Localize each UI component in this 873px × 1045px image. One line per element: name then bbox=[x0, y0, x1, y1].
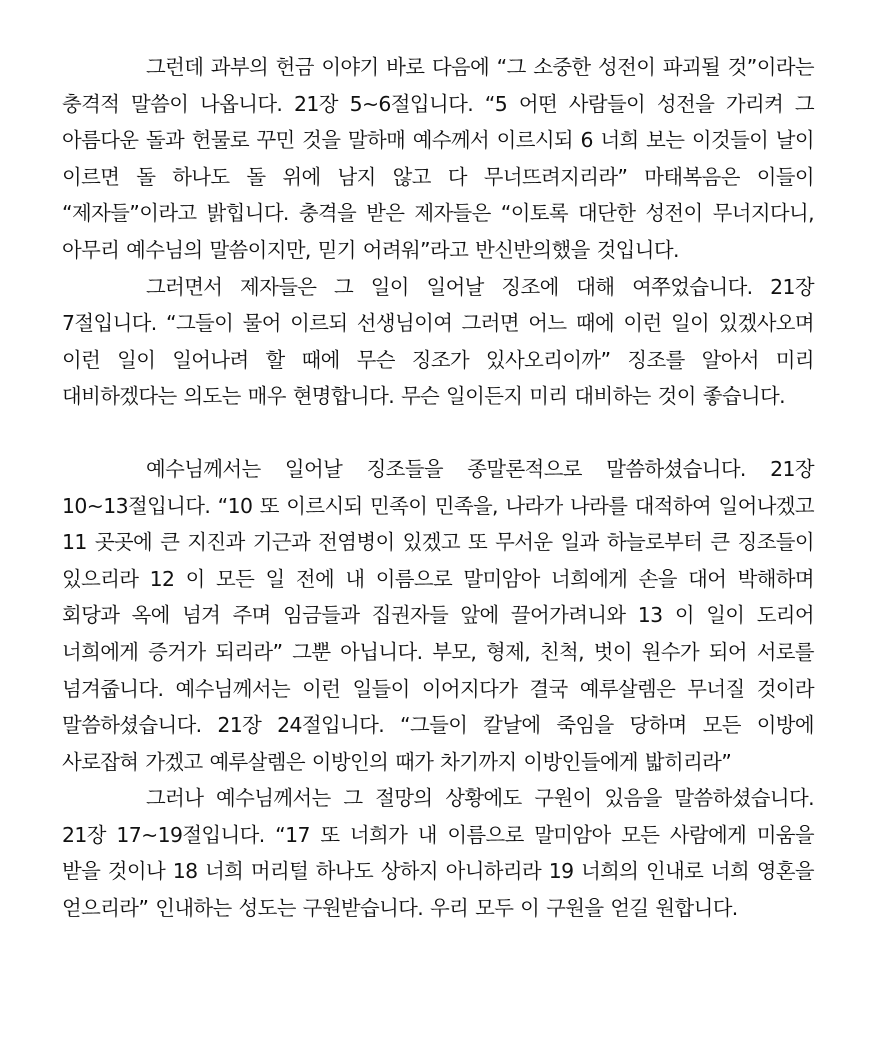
paragraph-end-times-signs: 예수님께서는 일어날 징조들을 종말론적으로 말씀하셨습니다. 21장 10~13절입니다. “10 또 이르시되 민족이 민족을, 나라가 나라를 대적하여 일어나겠고 11 곳곳에 큰 지진과 기근과 전염병이 있겠고 또 무서운 일과 하늘로부터 큰 징조들이 있으리라 12 이 모든 일 전에 내 이름으로 말미암아 너희에게 손을 대어 박해하며 회당과 옥에 넘겨 주며 임금들과 집권자들 앞에 끌어가려니와 13 이 일이 도리어 너희에게 증거가 되리라” 그뿐 아닙니다. 부모, 형제, 친척, 벗이 원수가 되어 서로를 넘겨줍니다. 예수님께서는 이런 일들이 이어지다가 결국 예루살렘은 무너질 것이라 말씀하셨습니다. 21장 24절입니다. “그들이 칼날에 죽임을 당하며 모든 이방에 사로잡혀 가겠고 예루살렘은 이방인의 때가 차기까지 이방인들에게 밟히리라” bbox=[62, 456, 814, 774]
paragraph-signs-question: 그러면서 제자들은 그 일이 일어날 징조에 대해 여쭈었습니다. 21장 7절입니다. “그들이 물어 이르되 선생님이여 그러면 어느 때에 이런 일이 있겠사오며 이런 일이 일어나려 할 때에 무슨 징조가 있사오리이까” 징조를 알아서 미리 대비하겠다는 의도는 매우 현명합니다. 무슨 일이든지 미리 대비하는 것이 좋습니다. bbox=[62, 274, 814, 409]
paragraph-temple-destruction: 그런데 과부의 헌금 이야기 바로 다음에 “그 소중한 성전이 파괴될 것”이라는 충격적 말씀이 나옵니다. 21장 5~6절입니다. “5 어떤 사람들이 성전을 가리켜 그 아름다운 돌과 헌물로 꾸민 것을 말하매 예수께서 이르시되 6 너희 보는 이것들이 날이 이르면 돌 하나도 돌 위에 남지 않고 다 무너뜨려지리라” 마태복음은 이들이 “제자들”이라고 밝힙니다. 충격을 받은 제자들은 “이토록 대단한 성전이 무너지다니, 아무리 예수님의 말씀이지만, 믿기 어려워”라고 반신반의했을 것입니다. bbox=[62, 55, 814, 262]
document-body bbox=[62, 49, 814, 927]
paragraph-salvation: 그러나 예수님께서는 그 절망의 상황에도 구원이 있음을 말씀하셨습니다. 21장 17~19절입니다. “17 또 너희가 내 이름으로 말미암아 모든 사람에게 미움을 받을 것이나 18 너희 머리털 하나도 상하지 아니하리라 19 너희의 인내로 너희 영혼을 얻으리라” 인내하는 성도는 구원받습니다. 우리 모두 이 구원을 얻길 원합니다. bbox=[62, 786, 814, 921]
